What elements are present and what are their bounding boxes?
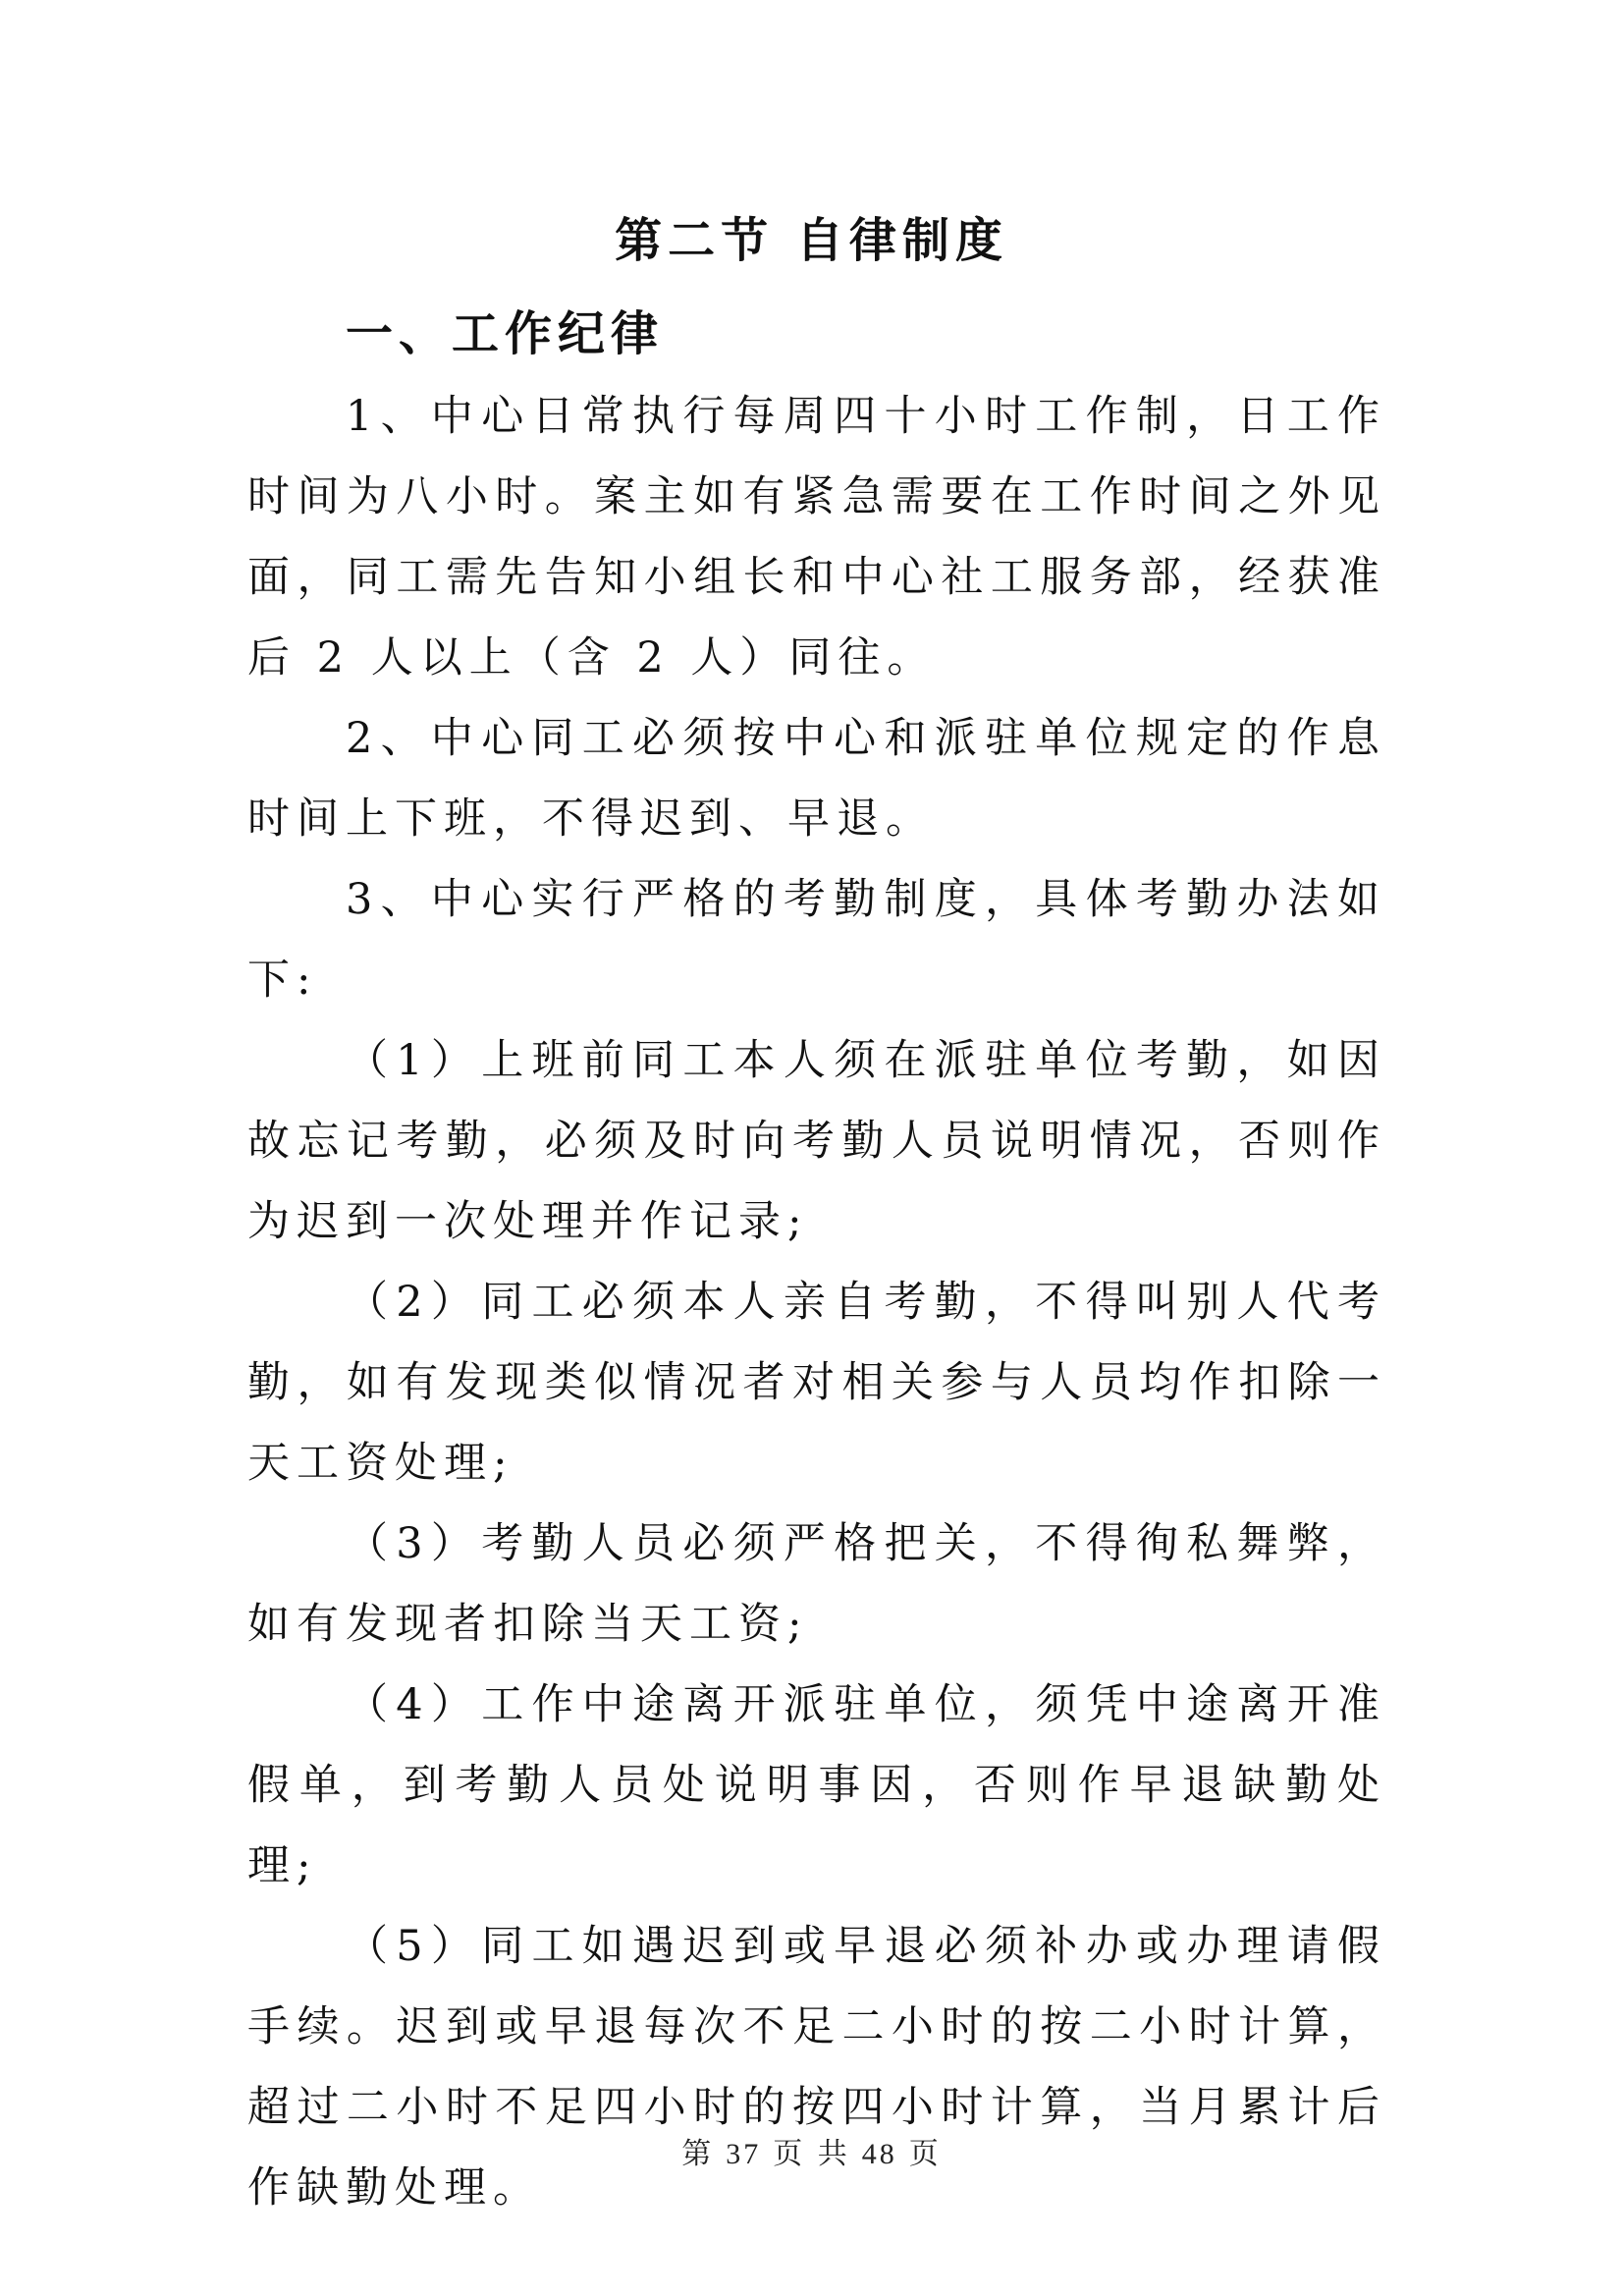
- total-page-number: 48: [861, 2138, 897, 2170]
- body-text: [247, 376, 1386, 2228]
- footer-suffix: 页: [908, 2137, 942, 2171]
- current-page-number: 37: [726, 2138, 762, 2170]
- paragraph-4: （1）上班前同工本人须在派驻单位考勤，如因故忘记考勤，必须及时向考勤人员说明情况，否则作为迟到一次处理并作记录;: [247, 1036, 1386, 1246]
- subsection-heading: 一、工作纪律: [346, 306, 665, 361]
- section-title: 第二节 自律制度: [615, 213, 1008, 268]
- paragraph-6: （3）考勤人员必须严格把关，不得徇私舞弊，如有发现者扣除当天工资;: [247, 1519, 1386, 1649]
- paragraph-2: 2、中心同工必须按中心和派驻单位规定的作息时间上下班，不得迟到、早退。: [247, 714, 1386, 844]
- footer-middle: 页 共: [773, 2137, 850, 2171]
- footer-prefix: 第: [681, 2137, 715, 2171]
- paragraph-7: （4）工作中途离开派驻单位，须凭中途离开准假单，到考勤人员处说明事因，否则作早退缺勤处理;: [247, 1680, 1386, 1890]
- paragraph-5: （2）同工必须本人亲自考勤，不得叫别人代考勤，如有发现类似情况者对相关参与人员均作扣除一天工资处理;: [247, 1278, 1386, 1488]
- paragraph-3: 3、中心实行严格的考勤制度，具体考勤办法如下:: [247, 875, 1386, 1005]
- page-footer: [0, 2133, 1623, 2176]
- paragraph-8: （5）同工如遇迟到或早退必须补办或办理请假手续。迟到或早退每次不足二小时的按二小时计算，超过二小时不足四小时的按四小时计算，当月累计后作缺勤处理。: [247, 1922, 1386, 2213]
- paragraph-1: 1、中心日常执行每周四十小时工作制，日工作时间为八小时。案主如有紧急需要在工作时间之外见面，同工需先告知小组长和中心社工服务部，经获准后 2 人以上（含 2 人）同往。: [247, 392, 1386, 683]
